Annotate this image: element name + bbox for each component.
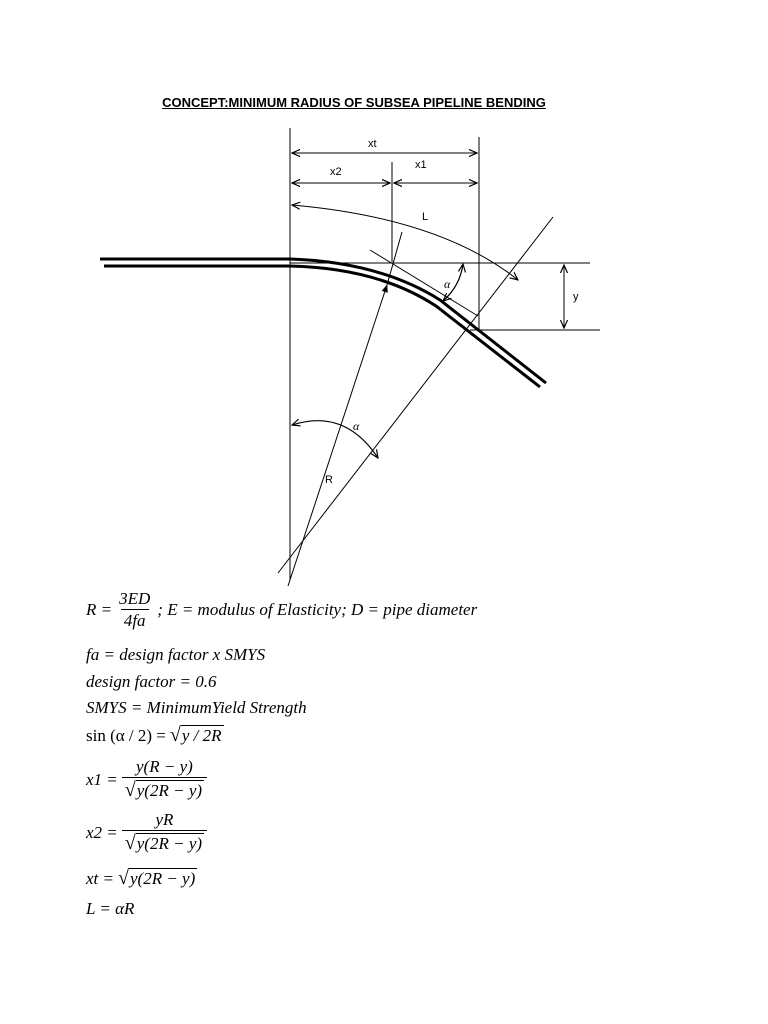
formula-xt [86, 868, 197, 888]
label-L: L [422, 211, 429, 223]
radius-numerator: 3ED [119, 589, 151, 608]
radius-lhs: R = [86, 600, 113, 619]
label-xt: xt [368, 138, 377, 150]
radius-definitions: ; E = modulus of Elasticity; D = pipe diameter [157, 600, 478, 619]
x1-fraction [122, 758, 207, 800]
formula-x2 [86, 811, 211, 853]
x1-denominator: √ y(2R − y) [122, 777, 207, 800]
x1-lhs: x1 = [86, 769, 118, 789]
page-title: CONCEPT:MINIMUM RADIUS OF SUBSEA PIPELINE BENDING [162, 95, 546, 110]
formula-L: L = αR [86, 899, 135, 918]
sin-sqrt: √ y / 2R [169, 724, 222, 746]
formula-smys: SMYS = MinimumYield Strength [86, 698, 307, 717]
x2-numerator: yR [155, 810, 174, 829]
formula-x1 [86, 758, 211, 800]
label-alpha-bottom: α [353, 419, 360, 433]
label-y: y [573, 291, 579, 303]
xt-radicand: y(2R − y) [129, 869, 196, 888]
formula-sin [86, 725, 224, 745]
x2-fraction [122, 811, 207, 853]
xt-sqrt: √ y(2R − y) [118, 867, 196, 889]
radius-denominator: 4fa [121, 609, 149, 629]
sin-lhs: sin (α / 2) = [86, 725, 166, 745]
xt-lhs: xt = [86, 868, 114, 888]
formula-design-factor: design factor = 0.6 [86, 672, 217, 691]
label-alpha-top: α [444, 277, 451, 291]
x2-lhs: x2 = [86, 822, 118, 842]
x1-radicand: y(2R − y) [136, 781, 203, 800]
formula-fa: fa = design factor x SMYS [86, 645, 266, 664]
sin-radicand: y / 2R [181, 726, 222, 745]
tangent-line-long [278, 217, 553, 573]
label-R: R [325, 474, 333, 486]
x2-denominator: √ y(2R − y) [122, 830, 207, 853]
x2-radicand: y(2R − y) [136, 834, 203, 853]
x1-numerator: y(R − y) [136, 757, 193, 776]
label-x1: x1 [415, 159, 427, 171]
formula-radius [86, 590, 477, 629]
radius-fraction [116, 590, 153, 629]
radius-line [288, 285, 387, 586]
label-x2: x2 [330, 166, 342, 178]
angle-alpha-bottom [292, 421, 378, 458]
